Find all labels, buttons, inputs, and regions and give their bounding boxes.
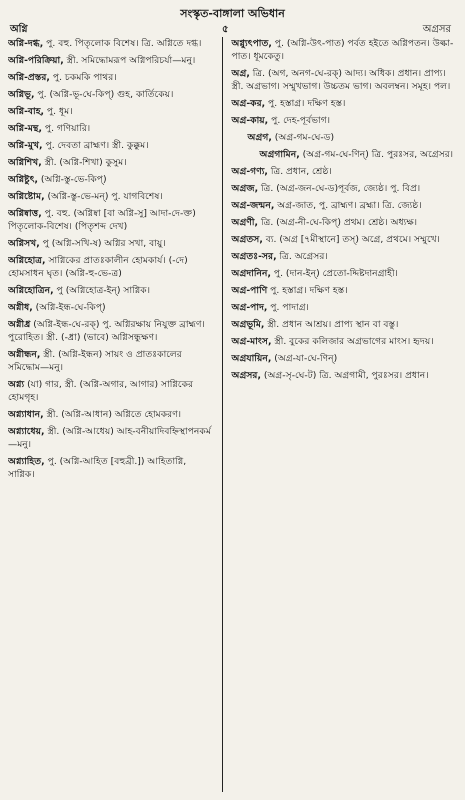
dictionary-entry [8,408,216,421]
headword: অগ্র, [231,68,250,79]
dictionary-entry [232,216,457,229]
dictionary-entry [232,67,457,93]
dictionary-entry [8,301,216,314]
definition: পু. গণিয়ারি। [41,123,91,134]
definition: (অগ্নি-স্তু-ভে-কিপ্) [38,174,107,185]
headword: অগ্ন্যাধান, [8,409,44,420]
headword: অগ্নি-প্রস্তর, [8,72,50,83]
dictionary-entry [232,335,457,348]
columns [8,37,457,792]
headword: অগ্নিহোত্র, [8,255,46,266]
definition: পু. চকমকি পাথর। [49,72,117,83]
dictionary-entry [8,139,216,152]
headword: অগ্নিষ্টুৎ, [8,174,39,185]
definition: পু. (অগ্নি-ভূ-ঘে-কিপ্) গুহ, কার্তিকেয়। [34,89,174,100]
headword: অগ্নিসখ, [8,238,40,249]
headword: অগ্র-কায়, [231,115,269,126]
headword: অগ্নি-পরিক্রিয়া, [8,55,64,66]
dictionary-entry [8,190,216,203]
definition: ত্রি. অগ্রেসর। [276,251,328,262]
headword: অগ্নি-দগ্ধ, [8,38,44,49]
definition: (অগ্র-সৃ-ঘে-ট) ত্রি. অগ্রগামী, পুরঃসর। প্রধান। [260,370,429,381]
definition: (অগ্র-গম-ঘে-ণিন্) ত্রি. পুরঃসর, অগ্রেসর। [299,149,454,160]
dictionary-entry [232,369,457,382]
headword: অগ্রগ, [247,132,272,143]
dictionary-entry [8,173,216,186]
dictionary-entry [232,301,457,314]
dictionary-entry [8,425,216,451]
headword: অগ্রসর, [231,370,261,381]
definition: পু. দেহ-পূর্বভাগ। [268,115,331,126]
dictionary-entry [232,165,457,178]
headword: অগ্নি-মুখ, [8,140,43,151]
definition: পু. ধূম। [44,106,73,117]
headword: অগ্রণী, [231,217,259,228]
definition: পু. হস্তাগ্র। দক্ষিণ হস্ত। [265,98,346,109]
definition: (অগ্নি-ইন্ধ-ঘে-কিপ্) [32,302,106,313]
definition: (যা) গার, স্ত্রী. (অগ্নি-অগার, আগার) সাগ্নিকের হোমগৃহ। [8,379,194,403]
page-number: ৫ [222,24,229,35]
dictionary-entry [232,250,457,263]
definition: ত্রি. প্রধান, শ্রেষ্ঠ। [267,166,332,177]
dictionary-entry [232,318,457,331]
headword: অগ্রগামিন, [259,149,300,160]
headword: অগ্র-মাংস, [231,336,272,347]
headword: অগ্র-পাণি [231,285,268,296]
headword: অগ্র-জন্মন, [231,200,275,211]
definition: পু (অগ্নি-সখি-ষ) অগ্নির সখা, বায়ু। [39,238,166,249]
dictionary-entry [232,114,457,127]
dictionary-entry [8,237,216,250]
dictionary-entry [8,88,216,101]
definition: সাগ্নিকের প্রাতঃকালীন হোমকার্য। (-দে) হোমসাধন ঘৃত। (অগ্নি-হু-ভে-ত্র) [8,255,188,279]
headword: অগ্নীধ্র [8,319,31,330]
headword: অগ্র-পাদ, [231,302,268,313]
headword: অগ্ন্য [8,379,25,390]
dictionary-entry [232,233,457,246]
dictionary-entry [8,348,216,374]
dictionary-entry [8,105,216,118]
headword: অগ্রতস, [231,234,263,245]
headword: অগ্নিশিখ, [8,157,42,168]
definition: পু. দেবতা ব্রাহ্মণ। স্ত্রী. কুক্কুম। [42,140,149,151]
dictionary-entry [8,156,216,169]
headword: অগ্র-কর, [231,98,266,109]
definition: স্ত্রী. (অগ্নি-ইন্ধন) সায়ং ও প্রাতঃকালের সমিদ্ধোম—মনু। [8,349,182,373]
headword: অগ্নীধ, [8,302,33,313]
headword: অগ্রদানিন, [231,268,271,279]
dictionary-entry [232,199,457,212]
definition: অগ্র-জাত, পু. ব্রাহ্মণ। ব্রহ্মা। ত্রি. জ্যেষ্ঠ। [274,200,422,211]
running-header [8,23,457,37]
dictionary-entry [8,455,216,481]
definition: স্ত্রী. (অগ্নি-আধেয়) আহ-বনীয়াদিবহ্নিস্থাপনকর্ম—মনু। [8,426,211,450]
definition: স্ত্রী. (অগ্নি-শিখা) কুসুম। [41,157,127,168]
headword: অগ্ন্যুৎপাত, [231,38,272,49]
definition: (অগ্র-যা-ঘে-ণিন্) [271,353,338,364]
headword: অগ্ন্যাহিত, [8,456,45,467]
dictionary-entry [8,207,216,233]
definition: পু. পাদাগ্র। [267,302,309,313]
dictionary-entry [232,148,457,161]
headword: অগ্নিষ্বাত্ত, [8,208,42,219]
headword: অগ্রভূমি, [231,319,265,330]
definition: স্ত্রী. প্রধান আশ্রয়। প্রাপ্য স্থান বা বস্তু। [264,319,399,330]
dictionary-entry [8,122,216,135]
definition: ব্য. (অগ্র [৭মীস্থানে] তস্) অগ্রে, প্রথমে। সম্মুখে। [262,234,440,245]
dictionary-entry [232,131,457,144]
dictionary-entry [8,318,216,344]
definition: (অগ্নি-ইন্ধ-ঘে-রক্) পু. অগ্নিরক্ষায় নিযুক্ত ব্রাহ্মণ। পুরোহিত। স্ত্রী. (-ধ্রা) (ভাবে) অগ্নিসন্ধুক্ষণ। [8,319,205,343]
definition: (অগ্র-গম-ঘে-ড) [271,132,335,143]
definition: পু. (অগ্নি-উৎ-পাত) পর্বত হইতে অগ্নিপতন। উল্কা-পাত। ধূমকেতু। [231,38,454,62]
dictionary-entry [8,284,216,297]
definition: পু (অগ্নিহোত্র-ইন্) সাগ্নিক। [53,285,151,296]
dictionary-entry [232,37,457,63]
headword: অগ্র-গণ্য, [231,166,268,177]
headword: অগ্নি-মন্থ, [8,123,42,134]
definition: ত্রি. (অগ, অনগ-ঘে-রক্) আদ্য। অধিক। প্রধান। প্রাপ্য। স্ত্রী. অগ্রভাগ। সম্মুখভাগ। উচ্চতম ভাগ। অবলম্বন। সমূহ। পল। [231,68,451,92]
definition: (অগ্নি-স্তু-ভে-মন্) পু. যাগবিশেষ। [44,191,163,202]
definition: পু. (অগ্নি-আহিত [বহুব্রী.]) আহিতাগ্নি, সাগ্নিক। [8,456,187,480]
headword: অগ্নিভূ, [8,89,35,100]
headword: অগ্নি-বাহ, [8,106,45,117]
definition: স্ত্রী. (অগ্নি-আধান) অগ্নিতে হোমকরণ। [43,409,182,420]
headword: অগ্নিহোত্রিন, [8,285,54,296]
dictionary-entry [232,284,457,297]
headword: অগ্নিষ্টোম, [8,191,45,202]
dictionary-entry [8,54,216,67]
headword: অগ্রযায়িন, [231,353,272,364]
definition: পু. হস্তাগ্র। দক্ষিণ হস্ত। [267,285,348,296]
dictionary-entry [232,182,457,195]
headword: অগ্রজ, [231,183,259,194]
dictionary-entry [8,378,216,404]
page-title: সংস্কৃত-বাঙ্গালা অভিধান [180,7,285,20]
definition: ত্রি. (অগ্র-নী-ঘে-কিপ্) প্রথম। শ্রেষ্ঠ। অধ্যক্ষ। [258,217,418,228]
definition: পু. বহু. পিতৃলোক বিশেষ। ত্রি. অগ্নিতে দগ্ধ। [43,38,202,49]
dictionary-entry [232,267,457,280]
right-column [223,37,457,792]
headword: অগ্রতঃ-সর, [231,251,277,262]
dictionary-entry [8,254,216,280]
left-guide-word: অগ্নি [10,24,28,35]
dictionary-entry [232,97,457,110]
dictionary-entry [232,352,457,365]
definition: পু. (দান-ইন্) প্রেতো-দ্দিষ্টদানগ্রাহী। [270,268,398,279]
definition: স্ত্রী. বুকের কলিজার অগ্রভাগের মাংস। হৃদয়। [271,336,434,347]
right-guide-word: অগ্রসর [422,24,451,35]
left-column [8,37,222,792]
dictionary-entry [8,37,216,50]
dictionary-entry [8,71,216,84]
definition: স্ত্রী. সমিদ্ধোমরূপ অগ্নিপরিচর্যা—মনু। [63,55,196,66]
headword: অগ্নীন্ধন, [8,349,41,360]
headword: অগ্ন্যাধেয়, [8,426,45,437]
definition: ত্রি. (অগ্র-জন-ঘে-ড)পূর্বজ, জ্যেষ্ঠ। পু. বিপ্র। [258,183,421,194]
definition: পু. বহু. (অগ্নিষ্বা [বা অগ্নি-সু] আদা-দে-ক্ত) পিতৃলোক-বিশেষ। (পিতৃশব্দ দেখ) [8,208,196,232]
